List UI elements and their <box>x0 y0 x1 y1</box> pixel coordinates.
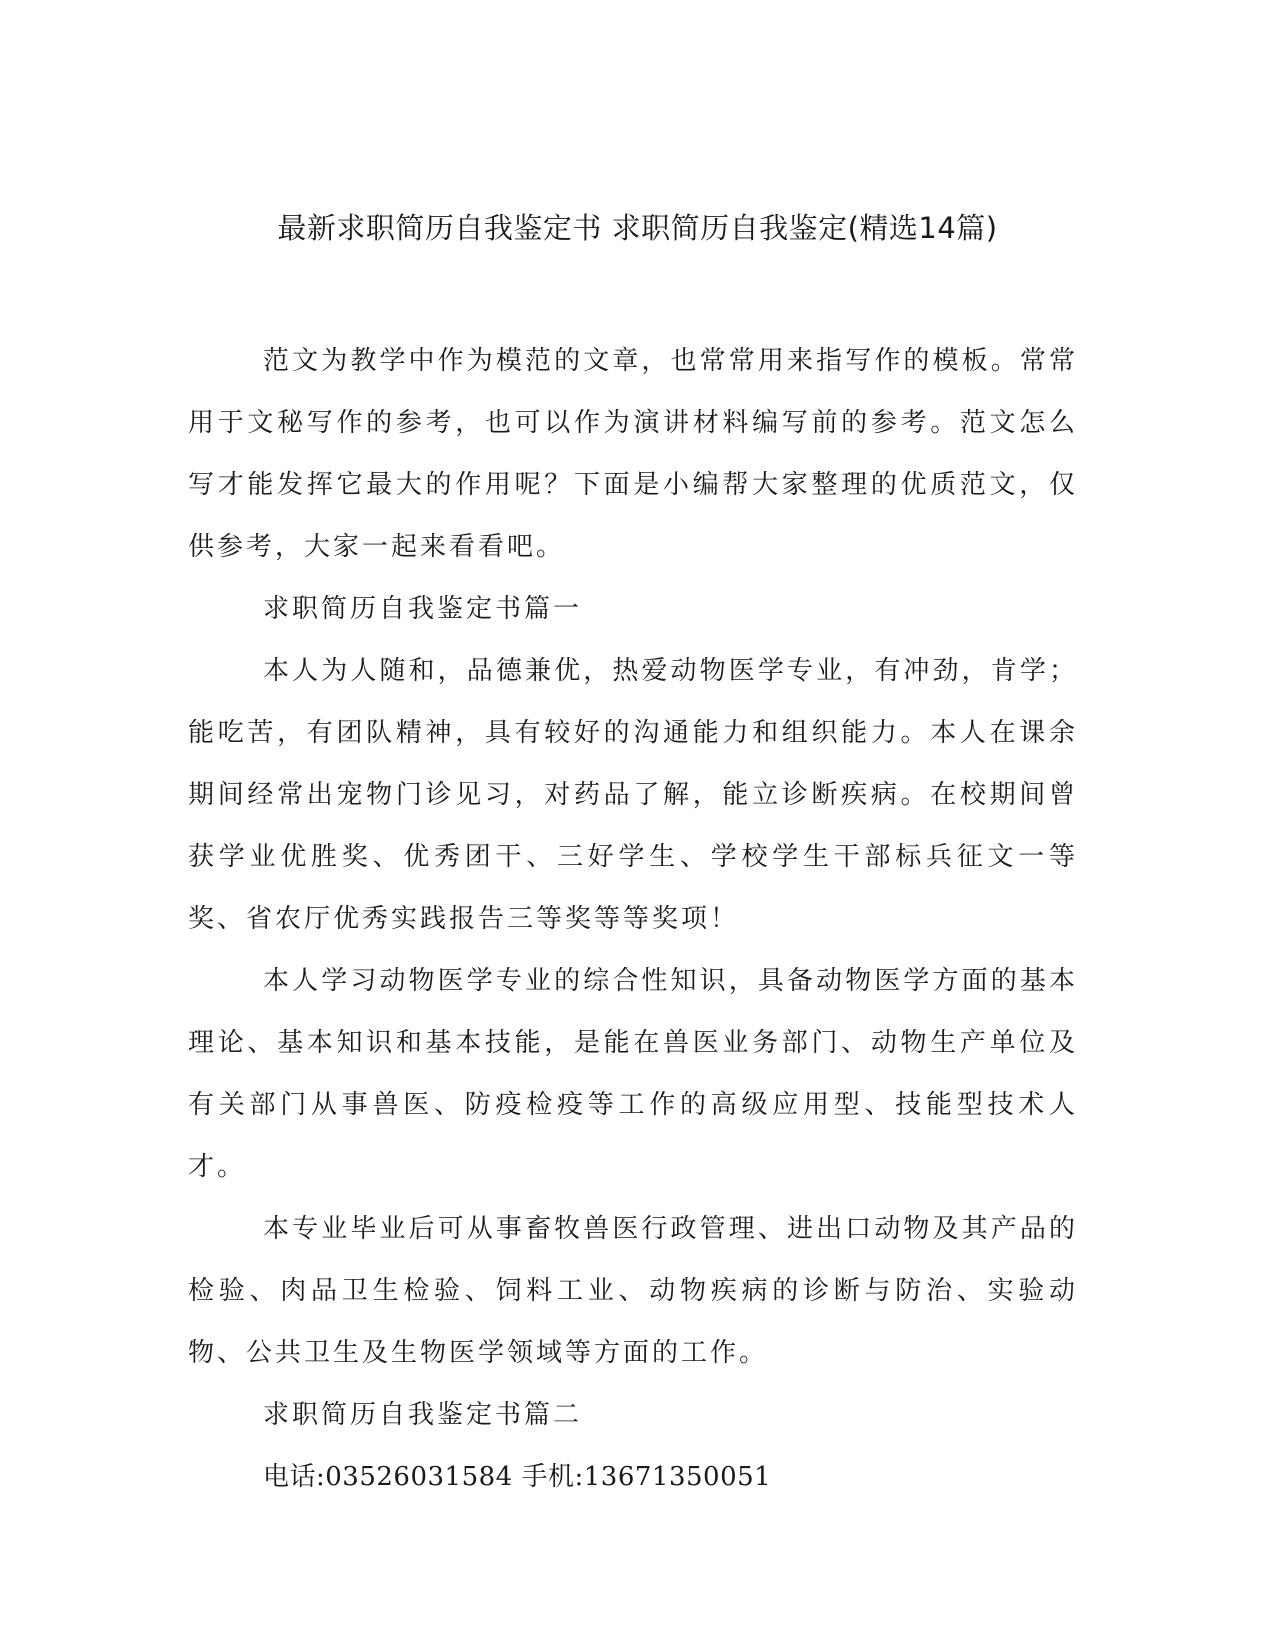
section-heading-2: 求职简历自我鉴定书篇二 <box>263 1400 583 1430</box>
section1-paragraph-3: 本专业毕业后可从事畜牧兽医行政管理、进出口动物及其产品的检验、肉品卫生检验、饲料工业、动物疾病的诊断与防治、实验动物、公共卫生及生物医学领域等方面的工作。 <box>188 1214 1078 1368</box>
section-heading-1: 求职简历自我鉴定书篇一 <box>263 594 583 624</box>
contact-line: 电话:03526031584 手机:13671350051 <box>263 1462 772 1492</box>
document-title: 最新求职简历自我鉴定书 求职简历自我鉴定(精选14篇) <box>277 211 998 245</box>
document-body <box>188 330 1078 1508</box>
section1-paragraph-2: 本人学习动物医学专业的综合性知识，具备动物医学方面的基本理论、基本知识和基本技能，是能在兽医业务部门、动物生产单位及有关部门从事兽医、防疫检疫等工作的高级应用型、技能型技术人才。 <box>188 966 1078 1182</box>
intro-paragraph: 范文为教学中作为模范的文章，也常常用来指写作的模板。常常用于文秘写作的参考，也可以作为演讲材料编写前的参考。范文怎么写才能发挥它最大的作用呢？下面是小编帮大家整理的优质范文，仅供参考，大家一起来看看吧。 <box>188 346 1078 562</box>
section1-paragraph-1: 本人为人随和，品德兼优，热爱动物医学专业，有冲劲，肯学；能吃苦，有团队精神，具有较好的沟通能力和组织能力。本人在课余期间经常出宠物门诊见习，对药品了解，能立诊断疾病。在校期间曾获学业优胜奖、优秀团干、三好学生、学校学生干部标兵征文一等奖、省农厅优秀实践报告三等奖等等奖项！ <box>188 656 1078 934</box>
